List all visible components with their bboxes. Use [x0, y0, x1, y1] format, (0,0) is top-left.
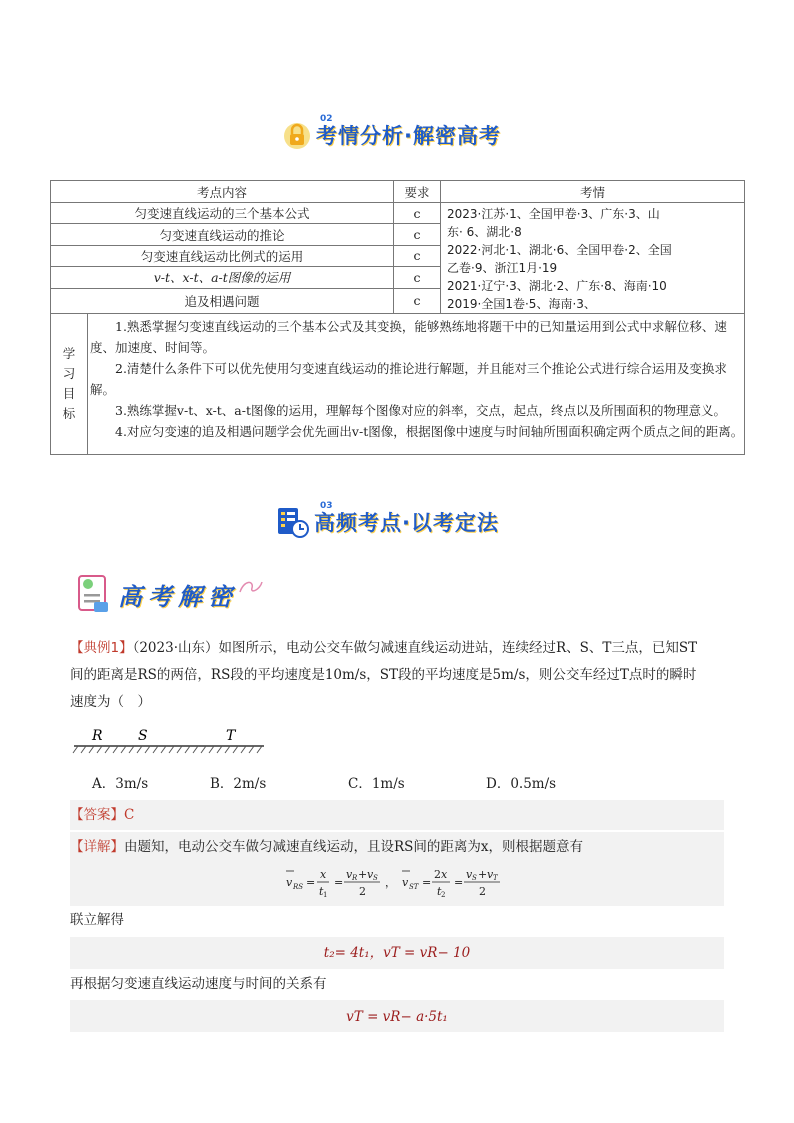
- svg-text:ST: ST: [409, 883, 419, 891]
- svg-text:v: v: [402, 876, 409, 889]
- goals-cell: [51, 314, 745, 455]
- example-line: 如图所示，电动公交车做匀减速直线运动进站，连续经过R、S、T三点，已知ST: [218, 640, 698, 656]
- svg-text:，: ，: [385, 876, 396, 889]
- average-velocity-formula: [282, 862, 512, 902]
- header-requirement: 要求: [394, 181, 441, 203]
- goals-text: [88, 314, 744, 454]
- svg-text:S: S: [373, 874, 378, 882]
- example-line: 间的距离是RS的两倍，RS段的平均速度是10m/s，ST段的平均速度是5m/s，则公交车经过T点时的瞬时: [70, 667, 697, 683]
- section-title: 高频考点·以考定法: [314, 511, 499, 535]
- lock-icon: [282, 120, 312, 150]
- section-title: 高考解密: [118, 582, 238, 611]
- exam-info-cell: [441, 203, 745, 314]
- goal-item: 1.熟悉掌握匀变速直线运动的三个基本公式及其变换，能够熟练地将题干中的已知量运用到公式中求解位移、速度、加速度、时间等。: [90, 319, 727, 355]
- exam-info-line: 乙卷·9、浙江1月·19: [447, 261, 558, 275]
- table-row-content: 匀变速直线运动的三个基本公式: [51, 203, 394, 224]
- svg-text:R: R: [352, 874, 358, 882]
- road-diagram: [70, 726, 270, 762]
- svg-text:S: S: [472, 874, 477, 882]
- svg-text:v: v: [286, 876, 293, 889]
- section-number: 03: [320, 501, 333, 511]
- header-exam-info: 考情: [441, 181, 745, 203]
- header-content: 考点内容: [51, 181, 394, 203]
- point-label-s: S: [138, 728, 148, 744]
- example-source: （2023·山东）: [132, 640, 219, 656]
- document-badge-icon: [76, 572, 112, 616]
- goals-label-char: 标: [62, 406, 76, 421]
- table-row-content: 匀变速直线运动比例式的运用: [51, 245, 394, 266]
- example-line: 速度为（ ）: [70, 694, 151, 710]
- svg-text:v: v: [466, 868, 473, 881]
- answer: [70, 803, 134, 827]
- choice-d: D．0.5m/s: [486, 776, 557, 792]
- choice-a: A．3m/s: [92, 776, 149, 792]
- svg-text:1: 1: [323, 891, 328, 899]
- exam-analysis-table: [50, 180, 745, 455]
- point-label-t: T: [226, 728, 236, 744]
- svg-text:=: =: [454, 876, 464, 889]
- detail-tag: 【详解】: [70, 839, 124, 855]
- example-question: [70, 635, 730, 716]
- answer-tag: 【答案】: [70, 807, 124, 823]
- svg-text:=: =: [334, 876, 344, 889]
- result2-formula: vT = vR− a·5t₁: [346, 1009, 448, 1025]
- svg-text:2: 2: [359, 885, 366, 898]
- checklist-clock-icon: [276, 505, 310, 539]
- goal-item: 3.熟练掌握v-t、x-t、a-t图像的运用，理解每个图像对应的斜率，交点，起点，终点以及所围面积的物理意义。: [115, 403, 727, 418]
- exam-info-line: 2021·辽宁·3、湖北·2、广东·8、海南·10: [447, 279, 667, 293]
- svg-text:x: x: [320, 868, 327, 881]
- result1-formula: t₂= 4t₁，vT = vR− 10: [323, 945, 471, 961]
- svg-text:T: T: [493, 874, 498, 882]
- step-solve: 联立解得: [70, 912, 124, 928]
- point-label-r: R: [92, 728, 103, 744]
- choice-c: C．1m/s: [348, 776, 405, 792]
- answer-band: [70, 800, 724, 830]
- svg-text:RS: RS: [293, 883, 304, 891]
- table-row-req: c: [394, 224, 441, 245]
- exam-info-line: 2022·河北·1、湖北·6、全国甲卷·2、全国: [447, 243, 672, 257]
- table-row-req: c: [394, 288, 441, 314]
- svg-text:=: =: [422, 876, 432, 889]
- section-title: 考情分析·解密高考: [316, 124, 501, 148]
- goals-label-char: 学: [62, 346, 76, 361]
- exam-info-line: 2023·江苏·1、全国甲卷·3、广东·3、山: [447, 207, 660, 221]
- table-row-req: c: [394, 203, 441, 224]
- goals-label-char: 目: [62, 386, 76, 401]
- svg-text:+: +: [478, 868, 488, 881]
- svg-text:t: t: [437, 885, 442, 898]
- section-banner-decode: [76, 572, 266, 616]
- table-row-content: 追及相遇问题: [51, 288, 394, 314]
- table-row-content: v-t、x-t、a-t图像的运用: [51, 267, 394, 288]
- section-number: 02: [320, 114, 333, 124]
- goal-item: 4.对应匀变速的追及相遇问题学会优先画出v-t图像，根据图像中速度与时间轴所围面积确定两个质点之间的距离。: [115, 424, 744, 439]
- detail-body: 由题知，电动公交车做匀减速直线运动，且设RS间的距离为x，则根据题意有: [124, 839, 584, 855]
- section-banner-analysis: [282, 114, 501, 150]
- goals-label: [51, 314, 88, 454]
- table-row-content: 匀变速直线运动的推论: [51, 224, 394, 245]
- exam-info-line: 2019·全国1卷·5、海南·3、: [447, 297, 596, 311]
- section-banner-frequent: [276, 501, 499, 539]
- svg-text:x: x: [441, 868, 448, 881]
- exam-info-line: 东· 6、湖北·8: [447, 225, 522, 239]
- svg-text:2: 2: [479, 885, 486, 898]
- svg-text:=: =: [306, 876, 316, 889]
- detail-text: [70, 835, 583, 859]
- svg-text:+: +: [358, 868, 368, 881]
- svg-text:v: v: [367, 868, 374, 881]
- svg-text:2: 2: [434, 868, 441, 881]
- svg-text:t: t: [319, 885, 324, 898]
- table-row-req: c: [394, 267, 441, 288]
- svg-text:2: 2: [441, 891, 446, 899]
- svg-text:v: v: [487, 868, 494, 881]
- answer-value: C: [124, 807, 135, 823]
- table-row-req: c: [394, 245, 441, 266]
- decorative-swirl-icon: [236, 576, 266, 598]
- svg-text:v: v: [346, 868, 353, 881]
- goals-label-char: 习: [62, 366, 76, 381]
- goal-item: 2.清楚什么条件下可以优先使用匀变速直线运动的推论进行解题，并且能对三个推论公式进行综合运用及变换求解。: [90, 361, 727, 397]
- example-tag: 【典例1】: [70, 640, 133, 656]
- choice-b: B．2m/s: [210, 776, 267, 792]
- step-relation: 再根据匀变速直线运动速度与时间的关系有: [70, 976, 327, 992]
